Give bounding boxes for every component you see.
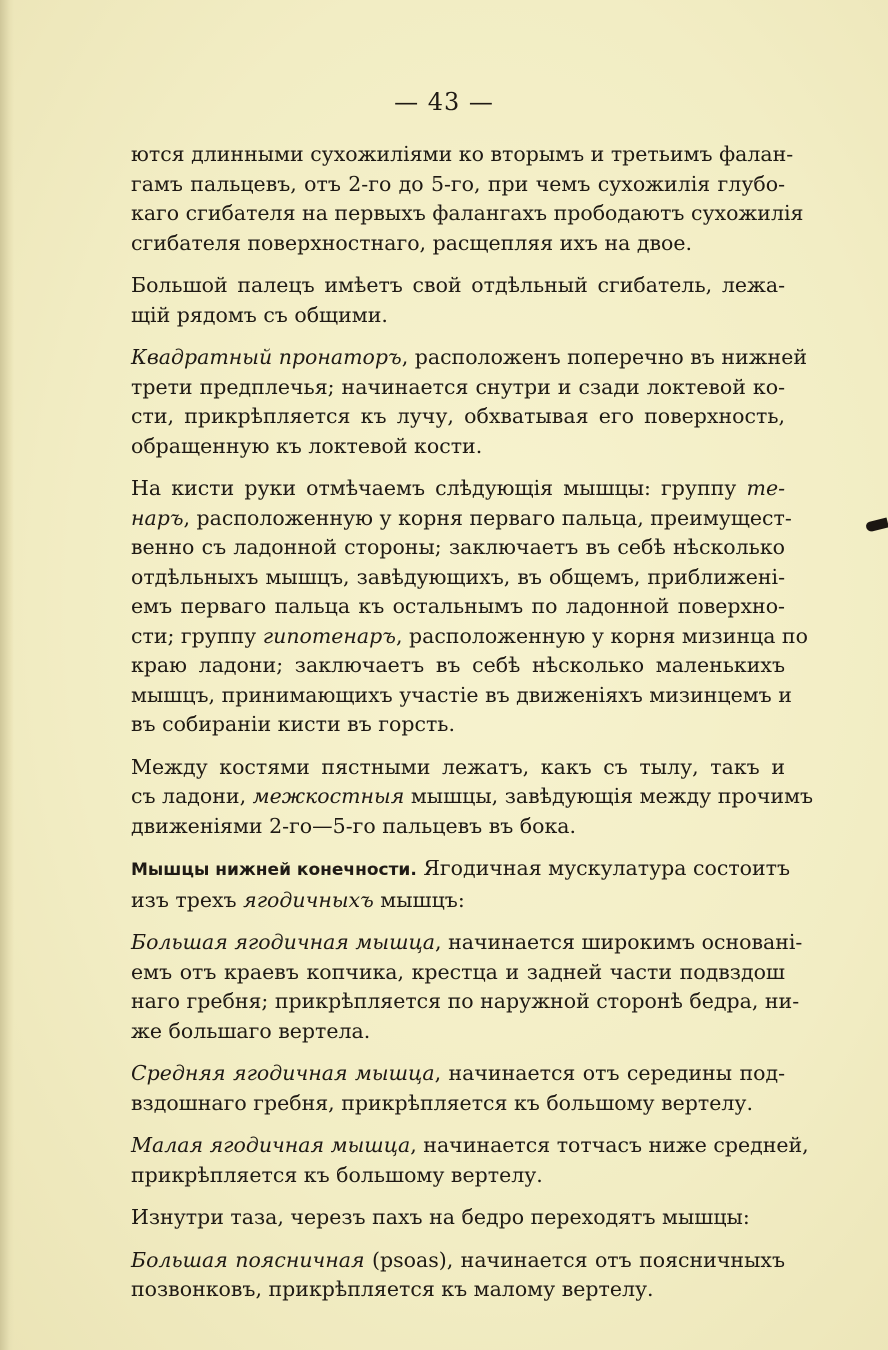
- text-run: Большой палецъ имѣетъ свой отдѣльный сгибатель, лежа-: [131, 273, 785, 297]
- text-line: [131, 373, 785, 403]
- paragraph: [131, 1203, 785, 1233]
- text-run: мышцъ, принимающихъ участіе въ движеніяхъ мизинцемъ и: [131, 682, 792, 707]
- text-line: [131, 812, 785, 842]
- italic-term: гипотенаръ: [262, 623, 396, 648]
- text-run: краю ладони; заключаетъ въ себѣ нѣсколько маленькихъ: [131, 653, 785, 677]
- text-line: [131, 753, 785, 783]
- binding-edge: [0, 0, 14, 1350]
- text-run: отдѣльныхъ мышцъ, завѣдующихъ, въ общемъ, приближені-: [131, 564, 785, 589]
- text-run: изъ трехъ: [131, 887, 244, 912]
- text-run: мышцы, завѣдующія между прочимъ: [404, 784, 814, 808]
- text-run: емъ перваго пальца къ остальнымъ по ладонной поверхно-: [131, 594, 785, 618]
- italic-term: наръ: [131, 505, 184, 530]
- text-line: [131, 343, 808, 373]
- italic-term: Большая поясничная: [131, 1247, 365, 1272]
- italic-term: те-: [746, 476, 785, 500]
- text-line: [131, 402, 785, 432]
- italic-term: Квадратный пронаторъ: [131, 345, 402, 369]
- text-line: [131, 592, 785, 622]
- text-line: [131, 140, 794, 170]
- paragraph: [131, 1131, 809, 1190]
- text-line: [131, 1059, 785, 1089]
- text-run: вздошнаго гребня, прикрѣпляется къ большому вертелу.: [131, 1090, 753, 1115]
- text-line: [131, 170, 785, 200]
- text-run: обращенную къ локтевой кости.: [131, 433, 483, 458]
- italic-term: ягодичныхъ: [243, 887, 374, 912]
- text-line: [131, 1275, 785, 1305]
- italic-term: Средняя ягодичная мышца: [131, 1061, 435, 1085]
- text-run: , расположенную у корня перваго пальца, преимущест-: [183, 505, 792, 530]
- text-line: [131, 1017, 785, 1047]
- section-heading: Мышцы нижней конечности.: [131, 860, 417, 880]
- text-run: гамъ пальцевъ, отъ 2-го до 5-го, при чемъ сухожилія глубо-: [131, 171, 785, 196]
- text-line: [131, 1203, 785, 1233]
- text-line: [131, 854, 791, 886]
- paragraph: [131, 753, 814, 842]
- text-run: На кисти руки отмѣчаемъ слѣдующія мышцы: группу: [131, 476, 747, 500]
- text-line: [131, 681, 792, 711]
- page-number: — 43 —: [394, 88, 494, 116]
- text-line: [131, 928, 803, 958]
- text-run: (psoas), начинается отъ поясничныхъ: [364, 1247, 785, 1272]
- body-text: [131, 140, 814, 1318]
- text-run: сти, прикрѣпляется къ лучу, обхватывая его поверхность,: [131, 404, 785, 428]
- text-line: [131, 301, 785, 331]
- text-line: [131, 563, 785, 593]
- text-line: [131, 622, 808, 652]
- text-run: движеніями 2-го—5-го пальцевъ въ бока.: [131, 813, 577, 838]
- text-run: съ ладони,: [131, 784, 253, 808]
- text-run: , начинается отъ середины под-: [434, 1061, 785, 1085]
- paragraph: [131, 271, 785, 330]
- paragraph: [131, 343, 808, 461]
- text-line: [131, 199, 804, 229]
- text-run: Между костями пястными лежатъ, какъ съ тылу, такъ и: [131, 754, 785, 779]
- text-run: емъ отъ краевъ копчика, крестца и задней части подвздош: [131, 959, 785, 984]
- text-run: въ собираніи кисти въ горсть.: [131, 712, 455, 736]
- text-run: сти; группу: [131, 623, 263, 648]
- text-run: трети предплечья; начинается снутри и сзади локтевой ко-: [131, 374, 785, 399]
- text-line: [131, 1161, 785, 1191]
- text-run: , начинается тотчасъ ниже средней,: [410, 1133, 809, 1157]
- paragraph: [131, 140, 804, 258]
- text-run: прикрѣпляется къ большому вертелу.: [131, 1162, 543, 1187]
- paragraph: [131, 928, 803, 1046]
- text-run: Изнутри таза, черезъ пахъ на бедро переходятъ мышцы:: [131, 1205, 750, 1229]
- text-line: [131, 229, 785, 259]
- text-run: сгибателя поверхностнаго, расщепляя ихъ на двое.: [131, 230, 693, 255]
- text-line: [131, 271, 785, 301]
- paragraph: [131, 854, 791, 915]
- text-run: же большаго вертела.: [131, 1018, 371, 1043]
- text-line: [131, 651, 785, 681]
- text-run: , расположенную у корня мизинца по: [395, 623, 808, 648]
- text-line: [131, 710, 785, 740]
- text-run: , расположенъ поперечно въ нижней: [401, 345, 808, 369]
- text-run: ются длинными сухожиліями ко вторымъ и третьимъ фалан-: [131, 142, 794, 166]
- paragraph: [131, 1059, 785, 1118]
- text-run: мышцъ:: [373, 887, 465, 912]
- text-line: [131, 958, 785, 988]
- paragraph: [131, 1246, 785, 1305]
- italic-term: Большая ягодичная мышца: [131, 930, 436, 954]
- text-line: [131, 1131, 809, 1161]
- text-line: [131, 533, 785, 563]
- paragraph: [131, 474, 808, 740]
- text-run: каго сгибателя на первыхъ фалангахъ прободаютъ сухожилія: [131, 201, 804, 225]
- text-run: наго гребня; прикрѣпляется по наружной сторонѣ бедра, ни-: [131, 989, 800, 1013]
- text-line: [131, 1089, 785, 1119]
- text-line: [131, 886, 785, 916]
- text-line: [131, 432, 785, 462]
- text-run: венно съ ладонной стороны; заключаетъ въ себѣ нѣсколько: [131, 535, 785, 559]
- italic-term: межкостныя: [252, 784, 405, 808]
- text-line: [131, 987, 800, 1017]
- text-run: Ягодичная мускулатура состоитъ: [416, 856, 791, 880]
- italic-term: Малая ягодичная мышца: [131, 1133, 411, 1157]
- text-run: позвонковъ, прикрѣпляется къ малому вертелу.: [131, 1277, 654, 1301]
- text-run: щій рядомъ съ общими.: [131, 302, 388, 327]
- text-line: [131, 474, 785, 504]
- text-line: [131, 1246, 785, 1276]
- text-line: [131, 782, 814, 812]
- text-line: [131, 504, 792, 534]
- text-run: , начинается широкимъ основані-: [435, 930, 803, 954]
